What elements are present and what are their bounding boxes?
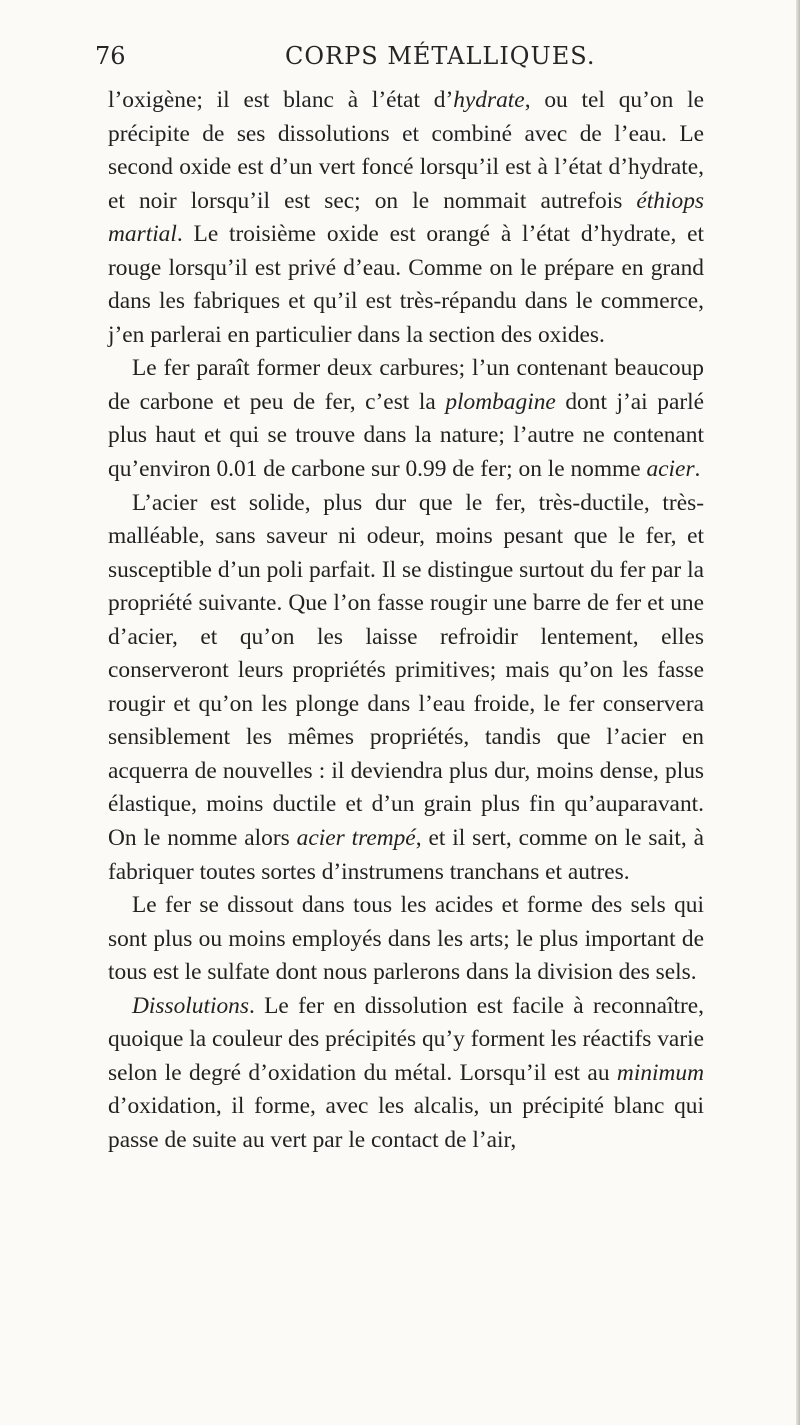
italic-term: Dissolutions [132, 992, 249, 1019]
italic-term: éthiops martial [108, 187, 704, 248]
running-title: CORPS MÉTALLIQUES. [285, 42, 596, 70]
paragraph [108, 990, 704, 1158]
text-run: Le fer se dissout dans tous les acides et forme des sels qui sont plus ou moins employés dans les arts; le plus important de tous est le sulfate dont nous parlerons dans la division des sels. [108, 892, 704, 986]
text-run: L’acier est solide, plus dur que le fer, très-ductile, très-malléable, sans saveur ni odeur, moins pesant que le fer, et susceptible d’un poli parfait. Il se distingue surtout du fer par la propriété suivante. Que l’on fasse rougir une barre de fer et une d’acier, et qu’on les laisse refroidir lentement, elles conserveront leurs propriétés primitives; mais qu’on les fasse rougir et qu’on les plonge dans l’eau froide, le fer conservera sensiblement les mêmes propriétés, tandis que l’acier en acquerra de nouvelles : il deviendra plus dur, moins dense, plus élastique, moins ductile et d’un grain plus fin qu’auparavant. On le nomme alors [108, 489, 704, 852]
italic-term: hydrate [453, 87, 525, 113]
italic-term: acier trempé [296, 825, 416, 852]
paragraph [108, 487, 704, 890]
body-text [108, 84, 704, 1158]
italic-term: acier [646, 456, 695, 483]
italic-term: plombagine [445, 388, 556, 415]
text-run: . Le troisième oxide est orangé à l’état d’hydrate, et rouge lorsqu’il est privé d’eau. Comme on le prépare en grand dans les fabriques et qu’il est très-répandu dans le commerce, j’en parlerai en particulier dans la section des oxides. [108, 221, 704, 348]
text-run: , et il sert, comme on le sait, à fabriquer toutes sortes d’instrumens tranchans et autres. [108, 825, 704, 885]
page-header [95, 40, 685, 78]
paragraph [108, 889, 704, 990]
text-run: dont j’ai parlé plus haut et qui se trouve dans la nature; l’autre ne contenant qu’environ 0.01 de carbone sur 0.99 de fer; on le nomme [108, 388, 705, 483]
paragraph [108, 84, 704, 352]
paragraph [108, 352, 704, 486]
text-run: Le fer paraît former deux carbures; l’un contenant beaucoup de carbone et peu de fer, c’est la [108, 355, 704, 415]
page-number: 76 [95, 42, 126, 70]
text-run: l’oxigène; il est blanc à l’état d’ [108, 87, 454, 113]
text-run: , ou tel qu’on le précipite de ses dissolutions et combiné avec de l’eau. Le second oxide est d’un vert foncé lorsqu’il est à l’état d’hydrate, et noir lorsqu’il est sec; on le nommait autrefois [108, 87, 704, 214]
text-run: d’oxidation, il forme, avec les alcalis, un précipité blanc qui passe de suite au vert par le contact de l’air, [108, 1093, 704, 1153]
text-run: . Le fer en dissolution est facile à reconnaître, quoique la couleur des précipités qu’y forment les réactifs varie selon le degré d’oxidation du métal. Lorsqu’il est au [108, 992, 704, 1086]
text-run: . [694, 456, 701, 483]
italic-term: minimum [616, 1059, 704, 1086]
